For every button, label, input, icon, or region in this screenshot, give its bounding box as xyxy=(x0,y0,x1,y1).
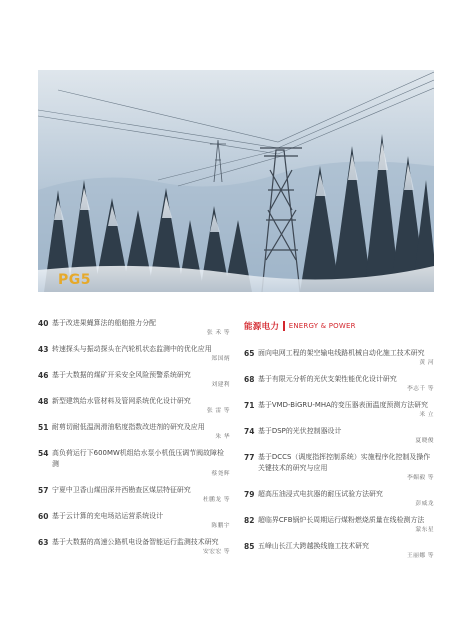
toc-entry[interactable] xyxy=(38,485,230,505)
toc-entry[interactable] xyxy=(38,370,230,390)
toc-entry-author: 黄 河 xyxy=(419,360,434,366)
toc-entry-page: 71 xyxy=(244,401,255,410)
cover-photo xyxy=(38,70,434,292)
toc-entry[interactable] xyxy=(38,422,230,442)
toc-entry-page: 82 xyxy=(244,516,255,525)
toc-entry-page: 51 xyxy=(38,423,49,432)
section-title-zh: 能源电力 xyxy=(244,322,280,332)
toc-entry-title: 基于大数据的高速公路机电设备智能运行监测技术研究 xyxy=(52,538,219,546)
toc-entry-page: 48 xyxy=(38,397,49,406)
toc-entry-page: 65 xyxy=(244,349,255,358)
toc-entry-page: 43 xyxy=(38,345,49,354)
toc-entry-author: 刘建利 xyxy=(211,382,230,388)
toc-entry-author: 李志千 等 xyxy=(406,386,434,392)
toc-left-column xyxy=(38,318,230,563)
toc-entry-title: 基于大数据的煤矿开采安全风险预警系统研究 xyxy=(52,371,191,379)
toc-entry[interactable] xyxy=(244,374,434,394)
toc-entry[interactable] xyxy=(38,318,230,338)
toc-entry[interactable] xyxy=(38,396,230,416)
toc-entry-author: 米 立 xyxy=(419,412,434,418)
toc-entry-author: 张 禾 等 xyxy=(206,330,230,336)
cover-page-label: PG5 xyxy=(58,272,91,288)
toc-entry[interactable] xyxy=(244,452,434,483)
toc-entry[interactable] xyxy=(38,344,230,364)
toc-entry-author: 朱 华 xyxy=(215,434,230,440)
toc-entry[interactable] xyxy=(38,537,230,557)
toc-entry[interactable] xyxy=(38,448,230,479)
toc-entry-author: 夏晓俊 xyxy=(415,438,434,444)
toc-entry-page: 74 xyxy=(244,427,255,436)
toc-entry-page: 63 xyxy=(38,538,49,547)
toc-entry-author: 安宏宏 等 xyxy=(202,549,230,555)
toc-entry-page: 68 xyxy=(244,375,255,384)
toc-entry-page: 79 xyxy=(244,490,255,499)
toc-entry-author: 郑国炳 xyxy=(211,356,230,362)
toc-entry-page: 40 xyxy=(38,319,49,328)
toc-entry-author: 彭威龙 xyxy=(415,501,434,507)
toc-entry-page: 85 xyxy=(244,542,255,551)
toc-entry-author: 蒙东星 xyxy=(415,527,434,533)
toc-entry-author: 蔡尧辉 xyxy=(211,471,230,477)
toc-entry-title: 基于DCCS（调度指挥控制系统）实施程序化控制及操作关键技术的研究与应用 xyxy=(258,453,431,472)
toc-entry[interactable] xyxy=(244,541,434,561)
toc-entry[interactable] xyxy=(244,515,434,535)
toc-entry-page: 77 xyxy=(244,453,255,462)
toc-entry-title: 五峰山长江大跨越换线施工技术研究 xyxy=(258,542,370,550)
toc-entry-author: 张 雷 等 xyxy=(206,408,230,414)
toc-entry-title: 转速探头与振动探头在汽轮机状态监测中的优化应用 xyxy=(52,345,212,353)
toc-entry-title: 基于改进果蝇算法的船舶推力分配 xyxy=(52,319,157,327)
toc-entry-title: 基于云计算的充电场站运营系统设计 xyxy=(52,512,164,520)
toc-entry[interactable] xyxy=(244,426,434,446)
snowy-forest-transmission-tower-image xyxy=(38,70,434,292)
toc-entry-page: 60 xyxy=(38,512,49,521)
toc-entry-title: 超临界CFB锅炉长周期运行煤粉燃烧质量在线检测方法 xyxy=(258,516,425,524)
toc-right-column xyxy=(244,318,434,567)
toc-entry-title: 高负荷运行下600MW机组给水泵小机低压调节阀故障检测 xyxy=(52,449,224,468)
toc-entry-title: 新型建筑给水管材料及管网系统优化设计研究 xyxy=(52,397,191,405)
toc-entry-title: 耐剪切耐低温润滑油粘度指数改进剂的研究及应用 xyxy=(52,423,205,431)
toc-entry-page: 54 xyxy=(38,449,49,458)
toc-entry[interactable] xyxy=(244,348,434,368)
toc-entry-title: 基于有限元分析的光伏支架性能优化设计研究 xyxy=(258,375,397,383)
toc-entry-title: 超高压油浸式电抗器的耐压试验方法研究 xyxy=(258,490,383,498)
toc-entry-author: 杜鹏龙 等 xyxy=(202,497,230,503)
toc-entry-title: 面向电网工程的架空输电线路机械自动化施工技术研究 xyxy=(258,349,425,357)
toc-entry-author: 陈鹏宇 xyxy=(211,523,230,529)
toc-entry-page: 46 xyxy=(38,371,49,380)
toc-entry-title: 基于DSP的光伏控制器设计 xyxy=(258,427,342,435)
section-divider xyxy=(283,321,285,331)
toc-entry[interactable] xyxy=(38,511,230,531)
section-header-energy-power xyxy=(244,318,434,334)
toc-entry-author: 王丽娜 等 xyxy=(406,553,434,559)
toc-left-list xyxy=(38,318,230,557)
toc-entry-title: 宁夏中卫香山煤田深井西勘查区煤层特征研究 xyxy=(52,486,191,494)
toc-right-list xyxy=(244,348,434,561)
toc-entry-page: 57 xyxy=(38,486,49,495)
toc-entry[interactable] xyxy=(244,400,434,420)
toc-entry[interactable] xyxy=(244,489,434,509)
toc-entry-title: 基于VMD-BiGRU-MHA的变压器表面温度预测方法研究 xyxy=(258,401,429,409)
section-title-en: ENERGY & POWER xyxy=(288,322,356,330)
toc-entry-author: 李媚毅 等 xyxy=(406,475,434,481)
